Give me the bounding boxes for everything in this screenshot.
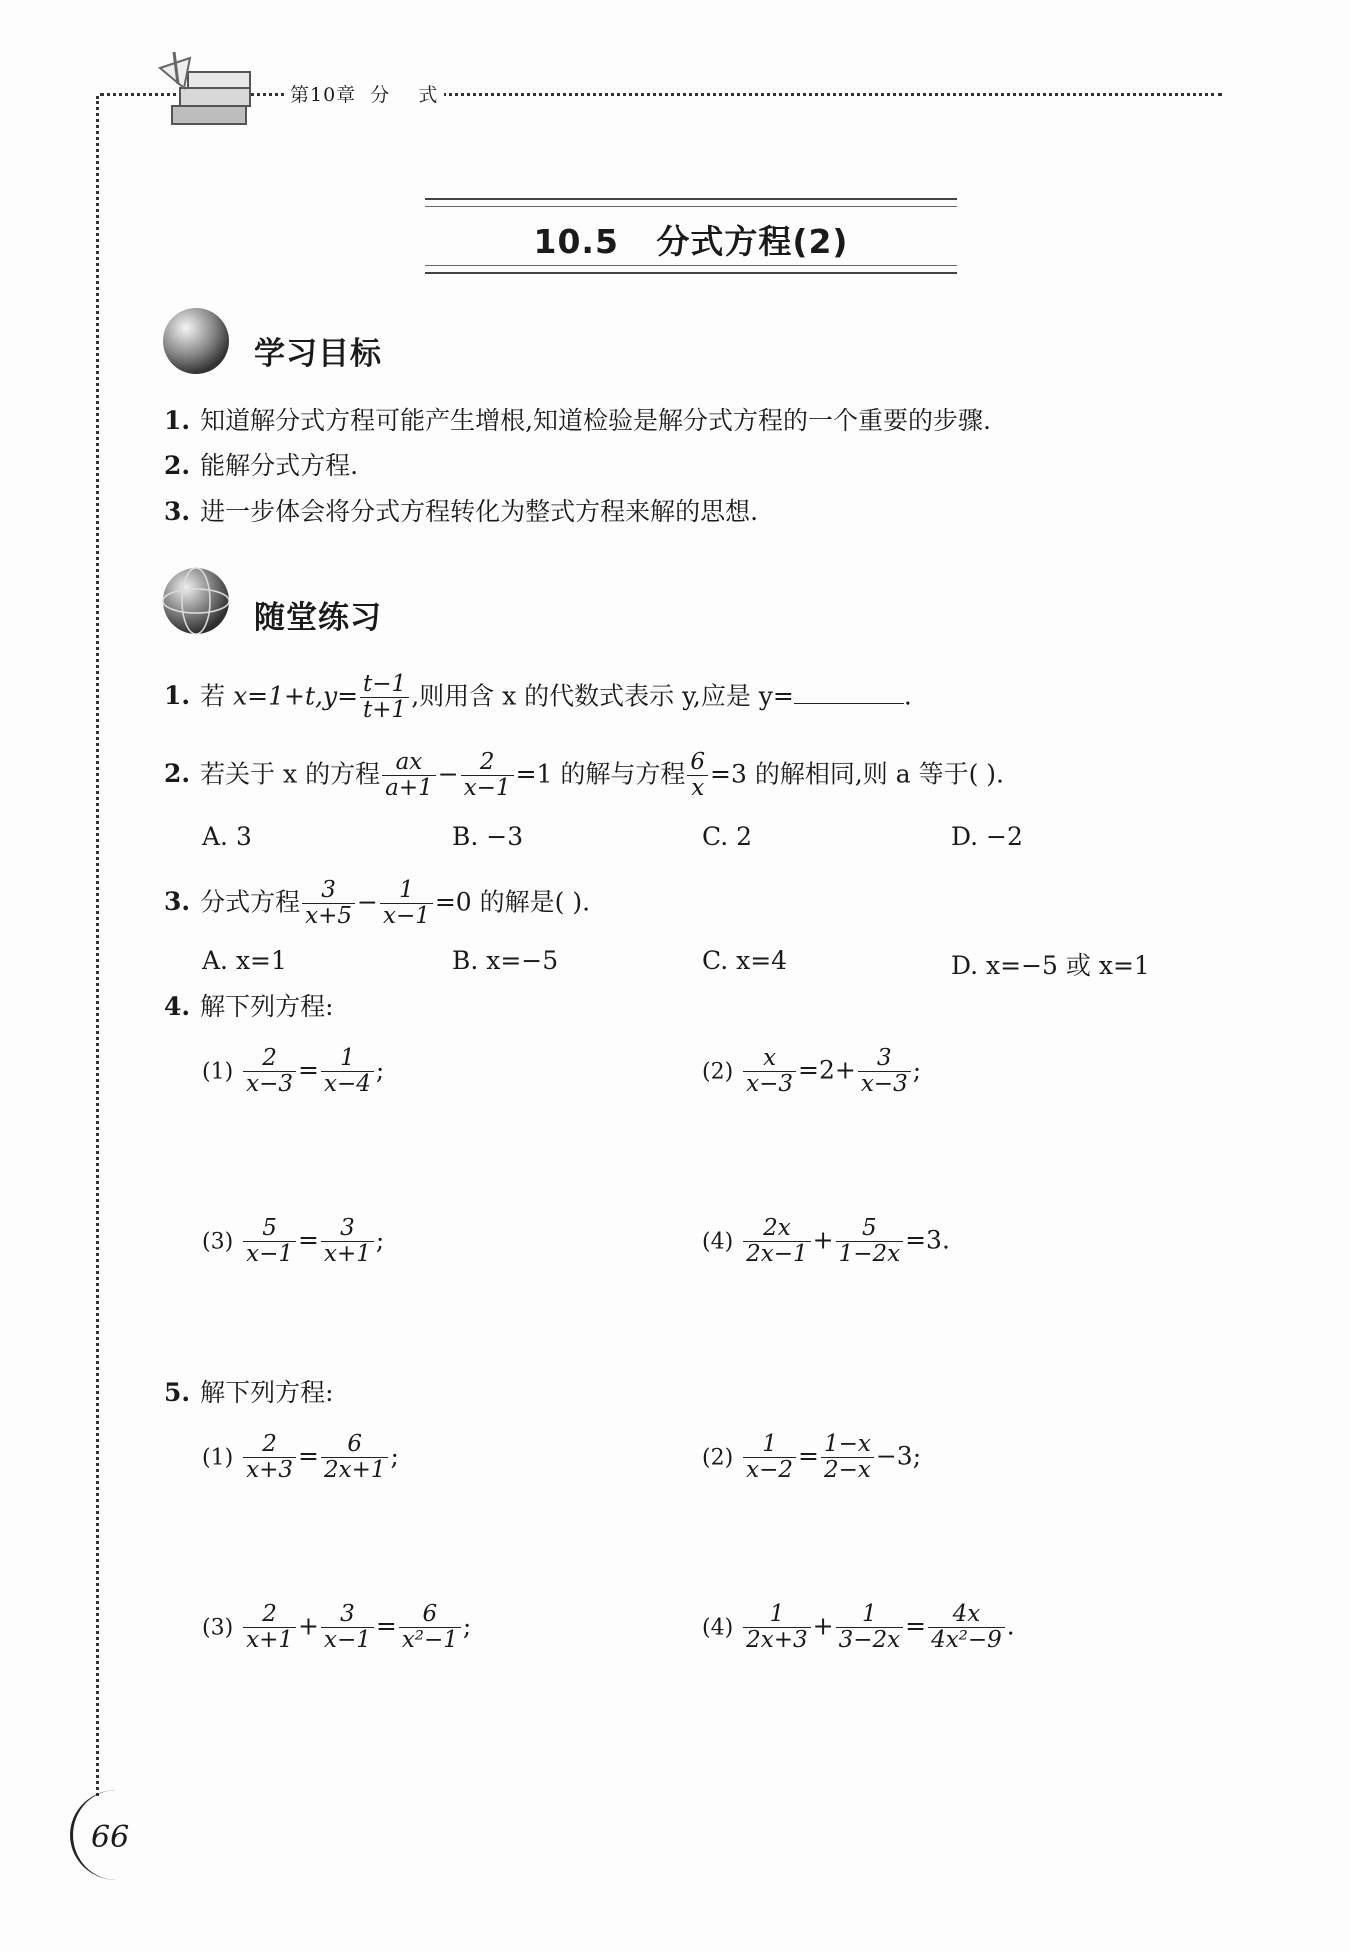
option-b[interactable]: B. x=−5	[452, 946, 559, 975]
q4-part-4: (4) $\frac{2x}{2x-1}$ + $\frac{5}{1-2x}$ =3.	[702, 1215, 950, 1268]
practice-heading: 随堂练习	[254, 600, 382, 636]
section-title	[425, 216, 957, 263]
option-d[interactable]: D. −2	[951, 822, 1023, 851]
section-title-text: 分式方程(2)	[656, 222, 849, 261]
option-b[interactable]: B. −3	[452, 822, 524, 851]
q5-part-4: (4) $\frac{1}{2x+3}$ + $\frac{1}{3-2x}$ = $\frac{4x}{\text{4x²−9}}$ .	[702, 1601, 1015, 1654]
question-5: 5. 解下列方程:	[164, 1378, 334, 1407]
fraction: $\frac{t-1}{t+1}$	[360, 672, 409, 724]
chapter-label: 第10章 分 式	[284, 80, 444, 107]
globe-grid-icon	[160, 565, 240, 645]
objective-item: 3. 进一步体会将分式方程转化为整式方程来解的思想.	[164, 497, 759, 526]
q4-part-3: (3) $\frac{5}{x-1}$ = $\frac{3}{x+1}$ ;	[202, 1215, 385, 1268]
header-dotted-rule	[100, 93, 1222, 96]
answer-blank[interactable]	[794, 681, 904, 704]
books-icon	[150, 48, 260, 138]
q4-part-2: (2) $\frac{x}{x-3}$ =2+ $\frac{3}{x-3}$ ;	[702, 1045, 922, 1098]
globe-icon	[160, 305, 240, 385]
objective-item: 1. 知道解分式方程可能产生增根,知道检验是解分式方程的一个重要的步骤.	[164, 406, 992, 435]
question-2: 2. 若关于 x 的方程 $\frac{ax}{a+1}$ − $\frac{2}{x-1}$ =1 的解与方程 $\frac{6}{x}$ =3 的解相同,则 a 等于( ).	[164, 749, 1004, 802]
q4-part-1: (1) $\frac{2}{x-3}$ = $\frac{1}{x-4}$ ;	[202, 1045, 385, 1098]
question-1: 1. 若 x=1+t,y= $\frac{t-1}{t+1}$ ,则用含 x 的代数式表示 y,应是 y= .	[164, 671, 912, 724]
left-dotted-rule	[96, 96, 99, 1796]
section-number: 10.5	[533, 222, 619, 261]
option-c[interactable]: C. 2	[702, 822, 753, 851]
option-a[interactable]: A. x=1	[202, 946, 287, 975]
section-title-box	[425, 198, 957, 274]
q5-part-2: (2) $\frac{1}{x-2}$ = $\frac{1-x}{2-x}$ −3;	[702, 1431, 922, 1484]
objective-item: 2. 能解分式方程.	[164, 451, 359, 480]
page-number: 66	[91, 1820, 130, 1855]
q5-part-1: (1) $\frac{2}{x+3}$ = $\frac{6}{2x+1}$ ;	[202, 1431, 399, 1484]
question-3: 3. 分式方程 $\frac{3}{x+5}$ − $\frac{1}{x-1}$ =0 的解是( ).	[164, 877, 591, 930]
option-d[interactable]: D. x=−5 或 x=1	[951, 951, 1150, 980]
q5-part-3: (3) $\frac{2}{x+1}$ + $\frac{3}{x-1}$ = $\frac{6}{\text{x²−1}}$ ;	[202, 1601, 472, 1654]
question-4: 4. 解下列方程:	[164, 992, 334, 1021]
objectives-heading: 学习目标	[254, 336, 382, 372]
option-c[interactable]: C. x=4	[702, 946, 788, 975]
option-a[interactable]: A. 3	[202, 822, 252, 851]
